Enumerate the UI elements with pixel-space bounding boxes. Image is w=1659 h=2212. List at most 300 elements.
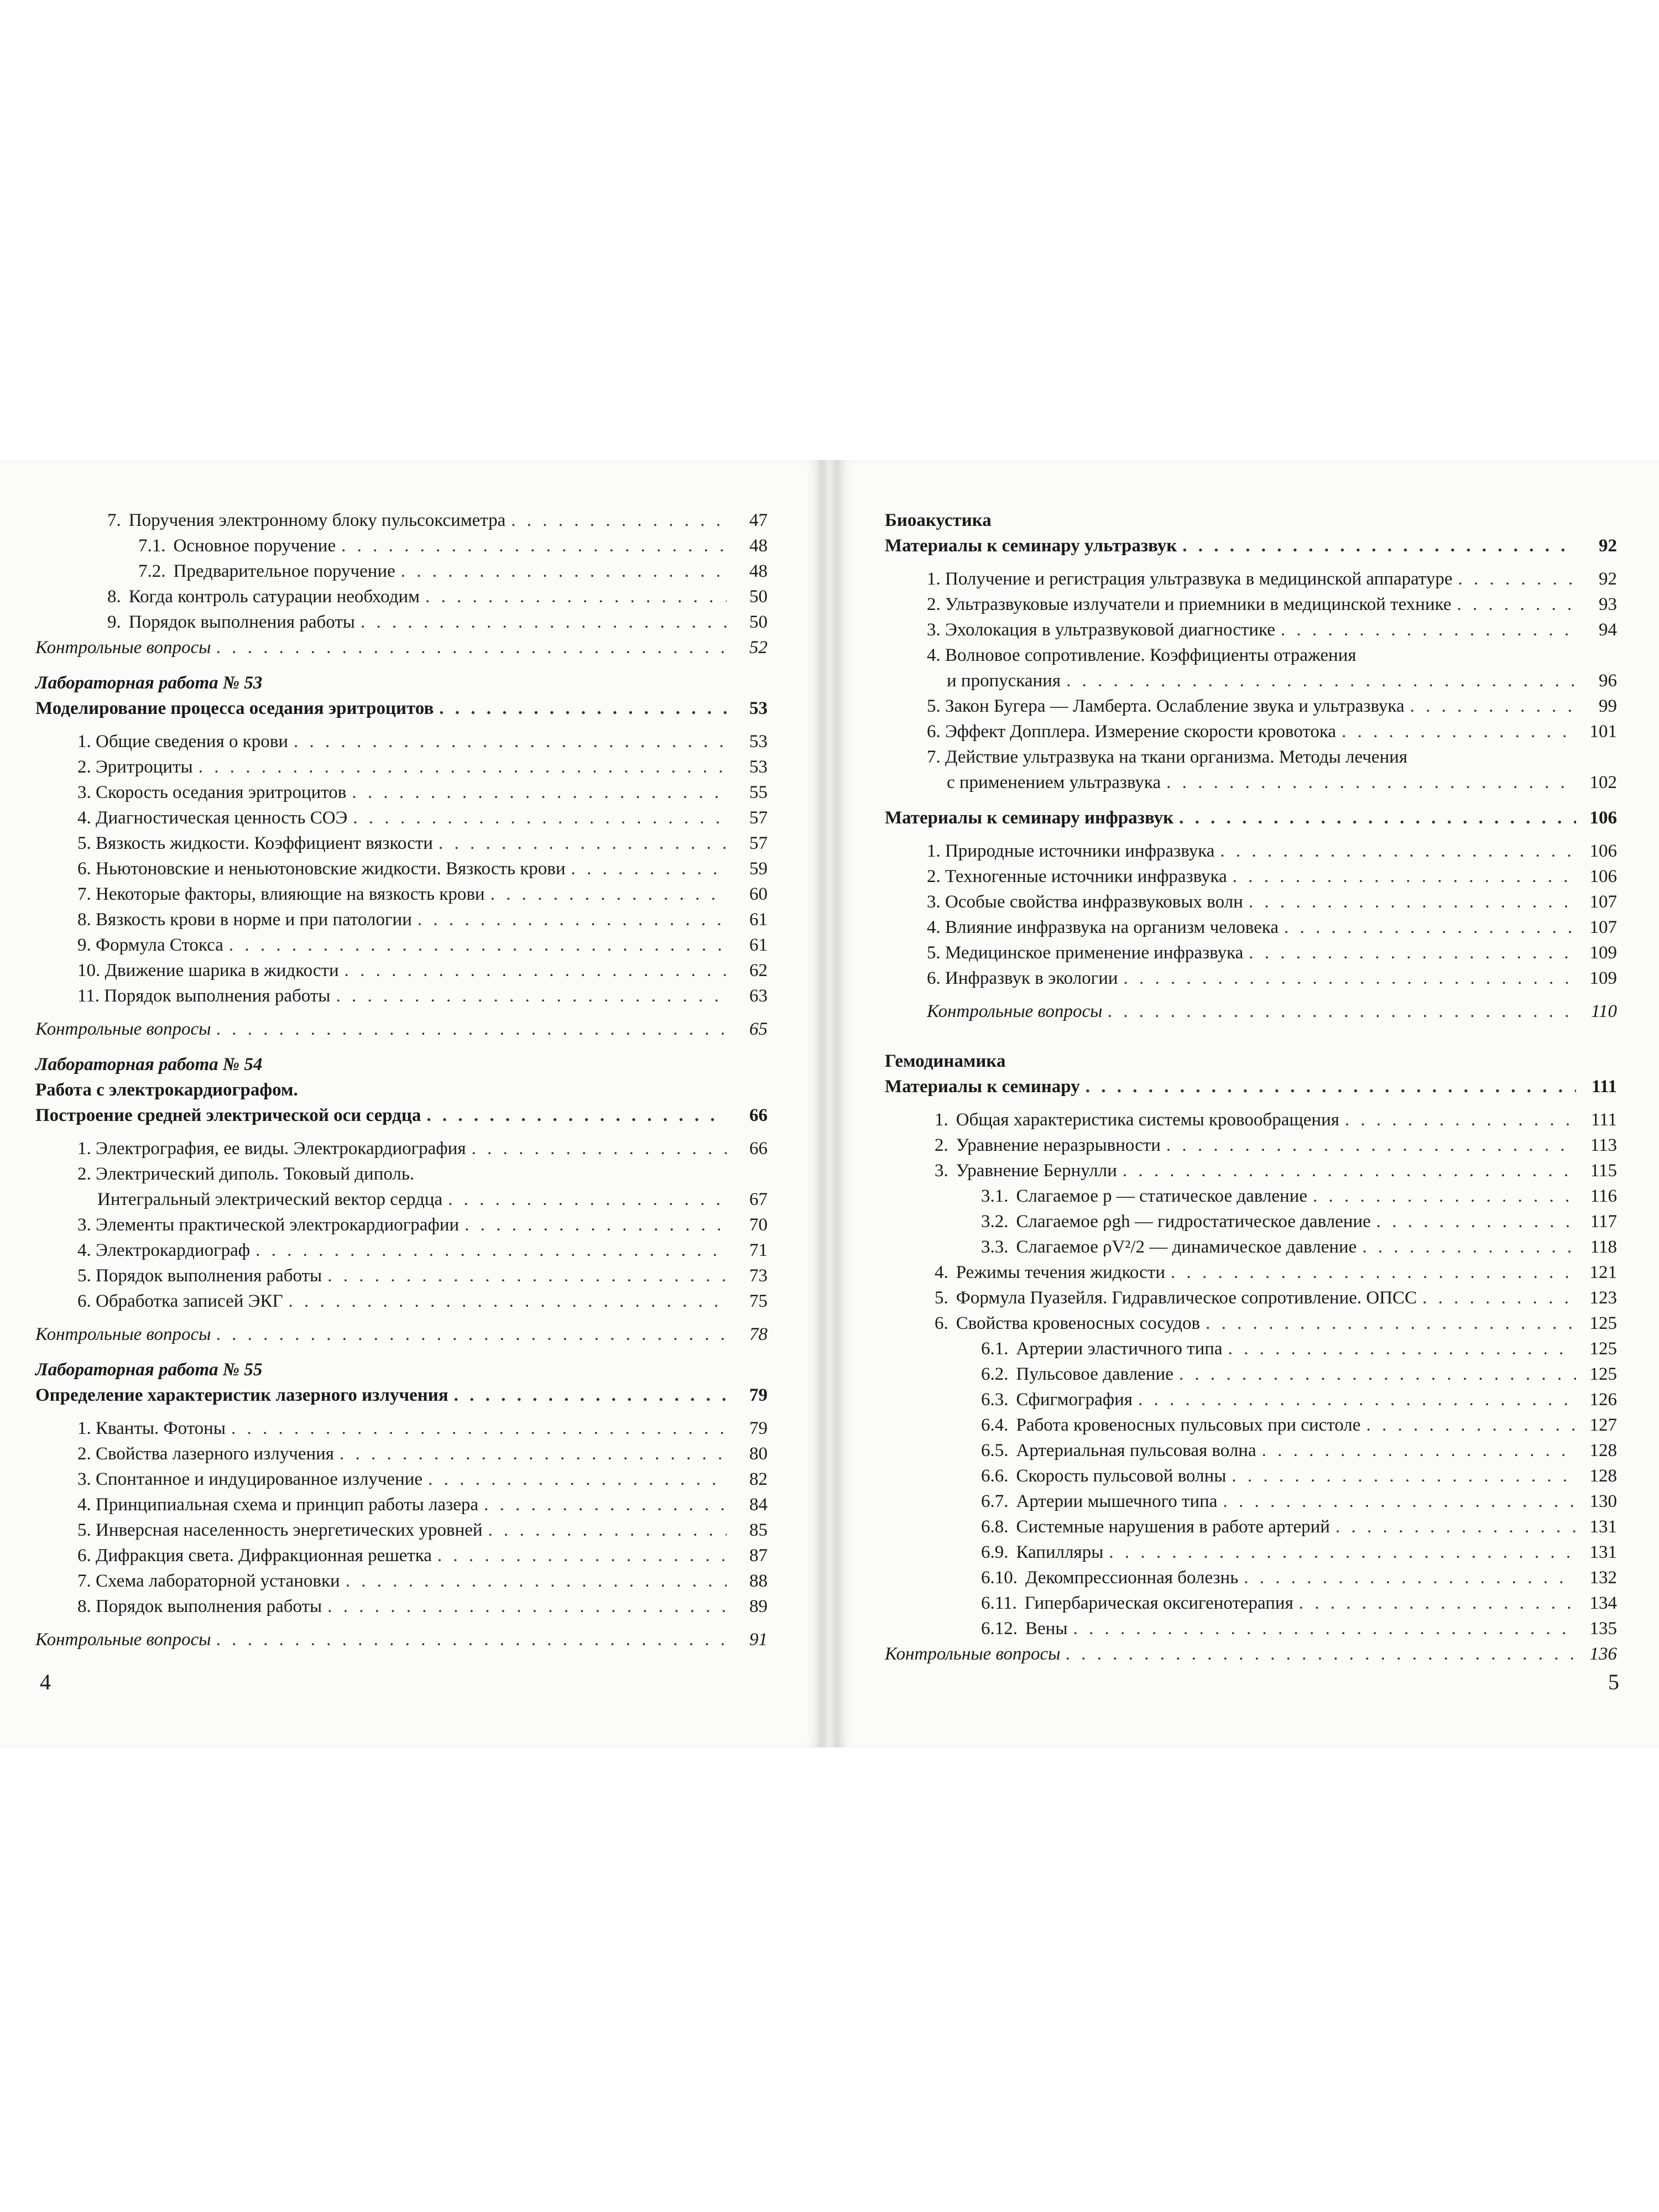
hemodynamics-entry	[885, 1183, 1617, 1209]
toc-entry-page: 109	[1589, 943, 1617, 963]
toc-entry-number: 9.	[107, 612, 121, 632]
leader-dots	[1109, 1540, 1576, 1565]
toc-entry	[35, 609, 768, 635]
leader-dots	[1138, 1387, 1576, 1412]
leader-dots	[1228, 1336, 1576, 1361]
book-spread	[0, 460, 1659, 1747]
leader-dots	[439, 831, 727, 856]
leader-dots	[1066, 668, 1576, 693]
lab53-title: Лабораторная работа № 53	[35, 673, 263, 693]
toc-entry-page: 48	[749, 561, 768, 581]
toc-entry-number: 1.	[935, 1110, 948, 1130]
toc-entry-number: 3.3.	[981, 1237, 1009, 1257]
bioacoustics-control-page: 110	[1590, 1001, 1617, 1021]
ultrasound-heading: Материалы к семинару ультразвук . . . 92	[885, 533, 1617, 559]
leader-dots	[1376, 1209, 1576, 1234]
toc-entry-text: Предварительное поручение	[173, 561, 395, 581]
lab53-heading-page: 53	[749, 698, 768, 718]
toc-entry-page: 70	[749, 1215, 768, 1235]
ultrasound-entry	[885, 693, 1617, 719]
toc-entry-text: Капилляры	[1016, 1542, 1104, 1562]
lab54-title: Лабораторная работа № 54	[35, 1055, 263, 1074]
lab55-control-text: Контрольные вопросы	[35, 1630, 211, 1650]
lab55-entry	[35, 1543, 768, 1568]
toc-entry-text: Слагаемое p — статическое давление	[1016, 1186, 1308, 1206]
hemodynamics-entry	[885, 1540, 1617, 1565]
leader-dots	[484, 1492, 727, 1517]
ultrasound-entry	[885, 668, 1617, 693]
toc-entry-number: 6.9.	[981, 1542, 1009, 1562]
toc-entry-number: 6.12.	[981, 1619, 1018, 1639]
toc-entry-page: 93	[1599, 594, 1617, 614]
leader-dots	[1171, 1260, 1576, 1285]
leader-dots	[1457, 592, 1576, 617]
toc-entry	[35, 559, 768, 584]
lab53-entry	[35, 958, 768, 983]
hemodynamics-entry	[885, 1311, 1617, 1336]
lab55-entry	[35, 1441, 768, 1467]
toc-entry-text: Общая характеристика системы кровообращения	[956, 1110, 1339, 1130]
toc-entry-page: 60	[749, 884, 768, 904]
leader-dots	[1262, 1438, 1576, 1463]
toc-entry-text: 2. Ультразвуковые излучатели и приемники в медицинской технике	[927, 594, 1452, 614]
toc-entry-number: 3.2.	[981, 1212, 1009, 1232]
lab55-heading	[35, 1383, 768, 1408]
ultrasound-entry	[885, 643, 1617, 668]
toc-entry-page: 61	[749, 910, 768, 930]
toc-entry-page: 61	[749, 935, 768, 955]
leader-dots	[294, 729, 727, 754]
leader-dots	[1366, 1412, 1576, 1438]
lab53-entry	[35, 729, 768, 754]
hemodynamics-entry	[885, 1336, 1617, 1361]
leader-dots	[418, 907, 727, 932]
toc-entry-page: 106	[1589, 841, 1617, 861]
book-gutter	[822, 460, 837, 1747]
toc-entry-text: и пропускания	[947, 671, 1061, 691]
toc-entry-page: 57	[749, 808, 768, 828]
toc-entry-number: 6.8.	[981, 1517, 1009, 1537]
toc-entry-page: 130	[1589, 1491, 1617, 1511]
leader-dots	[353, 805, 727, 831]
toc-entry-page: 131	[1589, 1542, 1617, 1562]
lab54-control-text: Контрольные вопросы	[35, 1324, 211, 1344]
toc-entry-text: 6. Ньютоновские и неньютоновские жидкости. Вязкость крови	[77, 859, 566, 879]
leader-dots	[1166, 770, 1576, 795]
toc-entry-text: 1. Электрография, ее виды. Электрокардиография	[77, 1139, 466, 1159]
leader-dots	[1179, 1361, 1576, 1387]
leader-dots	[1166, 1133, 1576, 1158]
toc-entry-page: 126	[1589, 1390, 1617, 1410]
toc-entry-page: 71	[749, 1240, 768, 1260]
leader-dots	[345, 958, 727, 983]
leader-dots	[199, 754, 727, 780]
toc-entry-page: 116	[1590, 1186, 1617, 1206]
toc-entry-text: 2. Свойства лазерного излучения	[77, 1444, 334, 1464]
hemodynamics-entry	[885, 1361, 1617, 1387]
infrasound-entry	[885, 940, 1617, 966]
leader-dots	[1249, 940, 1576, 966]
toc-entry-page: 102	[1589, 773, 1617, 792]
lab55-entry	[35, 1517, 768, 1543]
control-questions-row	[35, 635, 768, 660]
toc-entry-text: Артериальная пульсовая волна	[1016, 1441, 1256, 1460]
lab54-entry	[35, 1161, 768, 1187]
toc-entry-number: 6.7.	[981, 1491, 1009, 1511]
leader-dots	[1233, 864, 1576, 889]
leader-dots	[346, 1568, 727, 1594]
toc-entry-text: 7. Действие ультразвука на ткани организма. Методы лечения	[927, 747, 1408, 767]
toc-entry-page: 73	[749, 1266, 768, 1286]
toc-entry-page: 128	[1589, 1441, 1617, 1460]
toc-entry-text: Работа кровеносных пульсовых при систоле	[1016, 1415, 1361, 1435]
lab55-entry	[35, 1492, 768, 1517]
toc-entry-number: 3.	[935, 1161, 948, 1181]
leader-dots	[229, 932, 727, 958]
ultrasound-entry	[885, 617, 1617, 643]
lab54-heading-line2: Построение средней электрической оси сердца . . . 66	[35, 1103, 768, 1128]
toc-entry-text: 4. Диагностическая ценность СОЭ	[77, 808, 348, 828]
toc-entry-number: 6.6.	[981, 1466, 1009, 1486]
toc-entry-page: 99	[1599, 696, 1617, 716]
leader-dots	[1422, 1285, 1576, 1311]
toc-entry-text: Когда контроль сатурации необходим	[128, 587, 420, 607]
lab53-entry	[35, 780, 768, 805]
toc-entry-text: 11. Порядок выполнения работы	[77, 986, 331, 1006]
lab53-control-text: Контрольные вопросы	[35, 1019, 211, 1039]
toc-entry-text: 3. Эхолокация в ультразвуковой диагностике	[927, 620, 1275, 640]
hemodynamics-entry	[885, 1514, 1617, 1540]
toc-entry-number: 6.	[935, 1313, 948, 1333]
toc-entry-number: 2.	[935, 1135, 948, 1155]
leader-dots	[289, 1288, 727, 1314]
hemodynamics-entry	[885, 1260, 1617, 1285]
lab54-heading-line1: Работа с электрокардиографом.	[35, 1080, 298, 1100]
toc-entry-page: 134	[1589, 1593, 1617, 1613]
toc-entry-text: 4. Влияние инфразвука на организм человека	[927, 917, 1279, 937]
toc-entry-page: 55	[749, 782, 768, 802]
toc-entry-text: Слагаемое ρV²/2 — динамическое давление	[1016, 1237, 1357, 1257]
leader-dots	[401, 559, 727, 584]
toc-entry-text: 3. Спонтанное и индуцированное излучение	[77, 1469, 423, 1489]
leader-dots	[1123, 1158, 1576, 1183]
hemodynamics-entry	[885, 1438, 1617, 1463]
toc-entry-text: 1. Получение и регистрация ультразвука в медицинской аппаратуре	[927, 569, 1453, 589]
infrasound-entries	[885, 838, 1617, 991]
lab55-entries	[35, 1416, 768, 1619]
toc-entry-text: 2. Техногенные источники инфразвука	[927, 867, 1227, 886]
leader-dots	[1345, 1107, 1576, 1133]
leader-dots	[231, 1416, 727, 1441]
toc-entry-page: 47	[749, 510, 768, 530]
infrasound-entry	[885, 864, 1617, 889]
hemodynamics-entry	[885, 1234, 1617, 1260]
ultrasound-entry	[885, 592, 1617, 617]
toc-entry-page: 109	[1589, 968, 1617, 988]
ultrasound-entry	[885, 744, 1617, 770]
lab54-entries	[35, 1136, 768, 1314]
lab55-heading-page: 79	[749, 1385, 768, 1405]
hemodynamics-entry	[885, 1565, 1617, 1590]
hemodynamics-entries	[885, 1107, 1617, 1641]
toc-entry-text: 3. Скорость оседания эритроцитов	[77, 782, 347, 802]
toc-entry-text: Декомпрессионная болезнь	[1025, 1568, 1239, 1588]
lab53-entry	[35, 983, 768, 1009]
leader-dots	[1410, 693, 1576, 719]
ultrasound-entry	[885, 566, 1617, 592]
toc-entry-text: Основное поручение	[173, 536, 336, 556]
toc-entry-page: 59	[749, 859, 768, 879]
left-page-number: 4	[40, 1670, 51, 1694]
toc-entry-page: 53	[749, 757, 768, 777]
toc-entry-page: 131	[1589, 1517, 1617, 1537]
leader-dots	[327, 1594, 727, 1619]
leader-dots	[1281, 617, 1576, 643]
toc-entry-page: 62	[749, 961, 768, 980]
hemodynamics-title: Гемодинамика	[885, 1051, 1006, 1071]
toc-entry-page: 96	[1599, 671, 1617, 691]
toc-entry-page: 107	[1589, 892, 1617, 912]
toc-entry-text: 4. Электрокардиограф	[77, 1240, 251, 1260]
lab53-entry	[35, 932, 768, 958]
toc-entry	[35, 533, 768, 559]
lab55-heading-text: Определение характеристик лазерного излучения	[35, 1385, 448, 1405]
toc-entry-number: 5.	[935, 1288, 948, 1308]
toc-entry-page: 125	[1589, 1364, 1617, 1384]
toc-entry-number: 6.11.	[981, 1593, 1017, 1613]
toc-entry-text: Свойства кровеносных сосудов	[956, 1313, 1201, 1333]
lab55-entry	[35, 1568, 768, 1594]
toc-entry-text: 9. Формула Стокса	[77, 935, 223, 955]
toc-entry-page: 118	[1590, 1237, 1617, 1257]
hemodynamics-control-row: Контрольные вопросы . . . 136	[885, 1641, 1617, 1667]
hemodynamics-entry	[885, 1285, 1617, 1311]
toc-entry-text: 6. Инфразвук в экологии	[927, 968, 1118, 988]
leader-dots	[1313, 1183, 1576, 1209]
toc-entry-text: 1. Кванты. Фотоны	[77, 1418, 226, 1438]
toc-entry-text: 4. Волновое сопротивление. Коэффициенты отражения	[927, 645, 1357, 665]
hemodynamics-entry	[885, 1616, 1617, 1641]
leader-dots	[465, 1212, 727, 1238]
leader-dots	[341, 533, 727, 559]
lab53-control-row	[35, 1016, 768, 1042]
lab53-entry	[35, 805, 768, 831]
lab55-entry	[35, 1416, 768, 1441]
toc-entry-page: 92	[1599, 569, 1617, 589]
left-top-entries	[35, 508, 768, 660]
toc-entry	[35, 508, 768, 533]
leader-dots	[428, 1467, 727, 1492]
right-page	[837, 460, 1659, 1747]
leader-dots	[1335, 1514, 1576, 1540]
lab54-control-page: 78	[749, 1324, 768, 1344]
toc-entry-page: 87	[749, 1546, 768, 1566]
ultrasound-entry	[885, 719, 1617, 744]
leader-dots	[437, 1543, 727, 1568]
hemodynamics-entry	[885, 1489, 1617, 1514]
lab54-entry	[35, 1288, 768, 1314]
lab54-heading-page: 66	[749, 1105, 768, 1125]
lab55-entry	[35, 1594, 768, 1619]
toc-entry-page: 125	[1589, 1313, 1617, 1333]
bioacoustics-control-row: Контрольные вопросы . . . 110	[885, 999, 1617, 1024]
toc-entry-page: 53	[749, 732, 768, 752]
hemodynamics-entry	[885, 1412, 1617, 1438]
infrasound-entry	[885, 966, 1617, 991]
leader-dots	[1249, 889, 1576, 915]
leader-dots	[340, 1441, 727, 1467]
toc-entry-page: 82	[749, 1469, 768, 1489]
leader-dots	[511, 508, 727, 533]
toc-entry-text: 5. Закон Бугера — Ламберта. Ослабление звука и ультразвука	[927, 696, 1405, 716]
leader-dots	[255, 1238, 727, 1263]
lab53-heading-text: Моделирование процесса оседания эритроцитов	[35, 698, 434, 718]
toc-entry-page: 127	[1589, 1415, 1617, 1435]
toc-entry-page: 115	[1590, 1161, 1617, 1181]
toc-entry-page: 88	[749, 1571, 768, 1591]
toc-entry-number: 6.1.	[981, 1339, 1009, 1359]
bioacoustics-title: Биоакустика	[885, 510, 992, 530]
toc-entry-text: 2. Электрический диполь. Токовый диполь.	[77, 1164, 415, 1184]
leader-dots	[1458, 566, 1576, 592]
ultrasound-entry	[885, 770, 1617, 795]
toc-entry-page: 66	[749, 1139, 768, 1159]
leader-dots	[448, 1187, 727, 1212]
toc-entry-page: 52	[749, 638, 768, 658]
toc-entry-number: 7.2.	[138, 561, 166, 581]
leader-dots	[1206, 1311, 1576, 1336]
leader-dots	[1232, 1463, 1576, 1489]
lab54-entry	[35, 1136, 768, 1161]
toc-entry-text: 10. Движение шарика в жидкости	[77, 961, 339, 980]
infrasound-entry	[885, 915, 1617, 940]
ultrasound-entries	[885, 566, 1617, 795]
lab55-control-page: 91	[749, 1630, 768, 1650]
toc-entry-page: 85	[749, 1520, 768, 1540]
infrasound-entry	[885, 838, 1617, 864]
toc-entry-page: 117	[1590, 1212, 1617, 1232]
toc-entry-text: 2. Эритроциты	[77, 757, 193, 777]
leader-dots	[1284, 915, 1576, 940]
leader-dots	[1223, 1489, 1576, 1514]
hemodynamics-entry	[885, 1463, 1617, 1489]
toc-entry-text: 7. Схема лабораторной установки	[77, 1571, 340, 1591]
lab54-control-row	[35, 1322, 768, 1347]
toc-entry-page: 123	[1589, 1288, 1617, 1308]
leader-dots	[327, 1263, 727, 1288]
toc-entry-page: 79	[749, 1418, 768, 1438]
toc-entry-text: 6. Дифракция света. Дифракционная решетка	[77, 1546, 432, 1566]
hemodynamics-entry	[885, 1133, 1617, 1158]
lab53-entry	[35, 907, 768, 932]
lab55-control-row	[35, 1627, 768, 1652]
toc-entry-number: 6.10.	[981, 1568, 1018, 1588]
leader-dots	[1073, 1616, 1577, 1641]
toc-entry-text: Слагаемое ρgh — гидростатическое давление	[1016, 1212, 1371, 1232]
toc-entry-page: 132	[1589, 1568, 1617, 1588]
toc-entry-text: Уравнение Бернулли	[956, 1161, 1117, 1181]
toc-entry-page: 84	[749, 1495, 768, 1515]
hemodynamics-entry	[885, 1590, 1617, 1616]
toc-entry-number: 3.1.	[981, 1186, 1009, 1206]
toc-entry-text: 8. Вязкость крови в норме и при патологии	[77, 910, 412, 930]
toc-entry-text: 1. Общие сведения о крови	[77, 732, 289, 752]
leader-dots	[491, 881, 727, 907]
hemodynamics-entry	[885, 1158, 1617, 1183]
lab53-entry	[35, 856, 768, 881]
leader-dots	[472, 1136, 727, 1161]
toc-entry-text: Режимы течения жидкости	[956, 1262, 1165, 1282]
toc-entry-text: Гипербарическая оксигенотерапия	[1024, 1593, 1293, 1613]
lab53-heading	[35, 696, 768, 721]
toc-entry-text: Пульсовое давление	[1016, 1364, 1173, 1384]
toc-entry-number: 6.3.	[981, 1390, 1009, 1410]
toc-entry-text: 8. Порядок выполнения работы	[77, 1597, 322, 1616]
toc-entry-number: 6.2.	[981, 1364, 1009, 1384]
toc-entry-text: 5. Вязкость жидкости. Коэффициент вязкости	[77, 833, 433, 853]
toc-entry-number: 7.	[107, 510, 121, 530]
lab53-control-page: 65	[749, 1019, 768, 1039]
leader-dots	[336, 983, 727, 1009]
toc-entry-page: 50	[749, 587, 768, 607]
lab54-entry	[35, 1238, 768, 1263]
right-page-number: 5	[1608, 1670, 1619, 1694]
toc-entry-text: Интегральный электрический вектор сердца	[97, 1190, 443, 1209]
lab54-entry	[35, 1212, 768, 1238]
toc-entry-text: Артерии мышечного типа	[1016, 1491, 1218, 1511]
toc-entry-number: 7.1.	[138, 536, 166, 556]
toc-entry-text: 5. Медицинское применение инфразвука	[927, 943, 1244, 963]
hemodynamics-entry	[885, 1209, 1617, 1234]
leader-dots	[1299, 1590, 1576, 1616]
toc-entry-text: Порядок выполнения работы	[128, 612, 355, 632]
toc-entry-page: 67	[749, 1190, 768, 1209]
leader-dots	[1220, 838, 1576, 864]
lab53-entry	[35, 881, 768, 907]
toc-entry-page: 75	[749, 1291, 768, 1311]
hemodynamics-entry	[885, 1387, 1617, 1412]
toc-entry-text: с применением ультразвука	[947, 773, 1161, 792]
toc-entry-number: 6.5.	[981, 1441, 1009, 1460]
toc-entry	[35, 584, 768, 609]
toc-entry-text: 5. Порядок выполнения работы	[77, 1266, 322, 1286]
leader-dots	[425, 584, 727, 609]
lab54-entry	[35, 1187, 768, 1212]
toc-entry-text: Вены	[1025, 1619, 1068, 1639]
toc-entry-page: 101	[1589, 722, 1617, 742]
toc-entry-number: 4.	[935, 1262, 948, 1282]
toc-entry-text: 7. Некоторые факторы, влияющие на вязкость крови	[77, 884, 485, 904]
hemodynamics-entry	[885, 1107, 1617, 1133]
ultrasound-heading-page: 92	[1599, 536, 1617, 556]
leader-dots	[571, 856, 727, 881]
toc-entry-text: Скорость пульсовой волны	[1016, 1466, 1227, 1486]
toc-entry-page: 50	[749, 612, 768, 632]
toc-entry-page: 89	[749, 1597, 768, 1616]
toc-entry-number: 6.4.	[981, 1415, 1009, 1435]
toc-entry-page: 128	[1589, 1466, 1617, 1486]
lab53-entry	[35, 831, 768, 856]
toc-entry-page: 135	[1589, 1619, 1617, 1639]
toc-entry-text: Поручения электронному блоку пульсоксиметра	[128, 510, 506, 530]
toc-entry-text: Системные нарушения в работе артерий	[1016, 1517, 1330, 1537]
toc-entry-text: 6. Обработка записей ЭКГ	[77, 1291, 283, 1311]
hemodynamics-heading-page: 111	[1592, 1077, 1617, 1097]
leader-dots	[361, 609, 727, 635]
hemodynamics-control-page: 136	[1589, 1644, 1617, 1664]
leader-dots	[1342, 719, 1576, 744]
lab55-title: Лабораторная работа № 55	[35, 1360, 263, 1380]
